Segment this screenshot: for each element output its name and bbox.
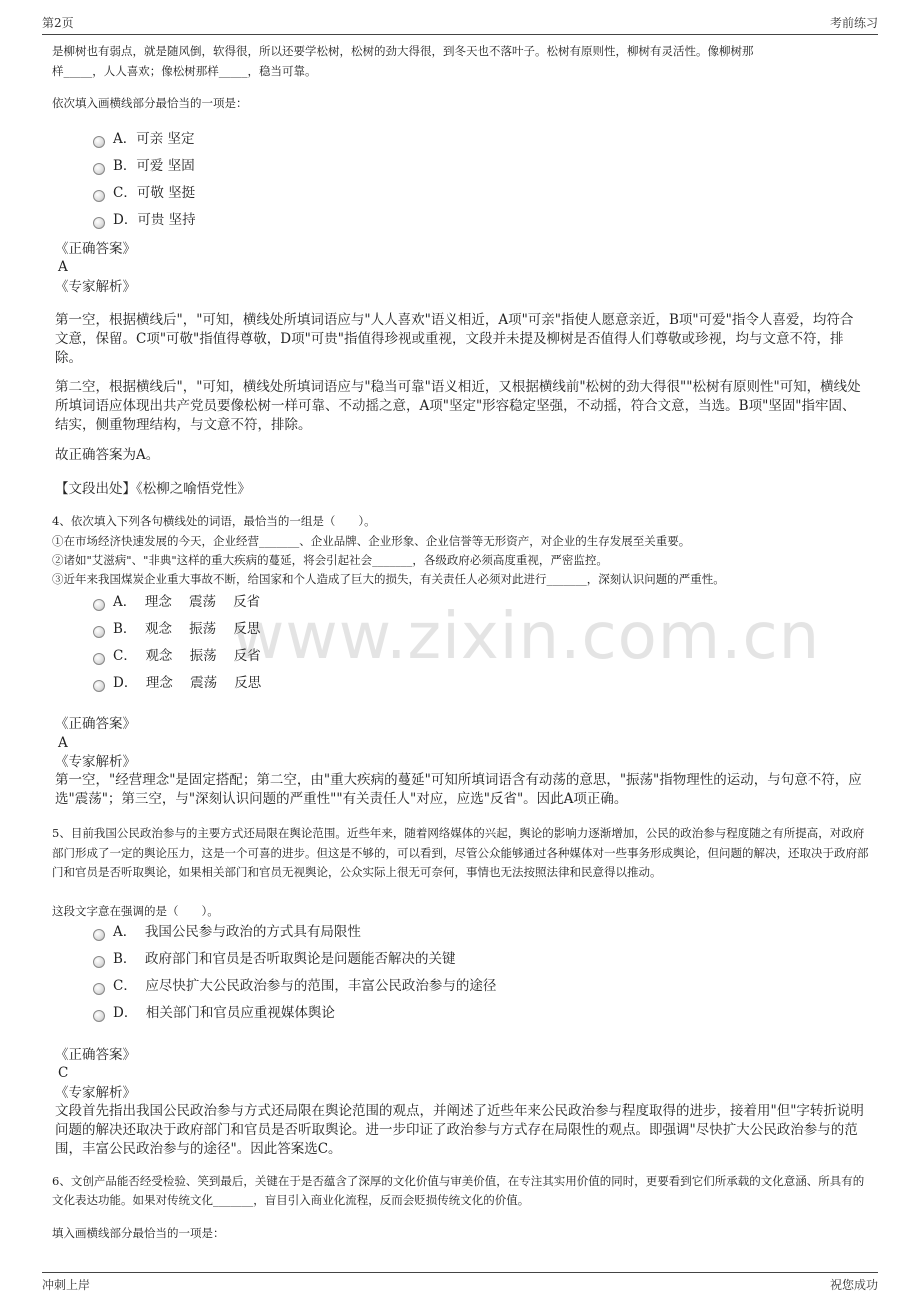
q5-option-d[interactable]: [93, 1004, 335, 1022]
page-number: 第2页: [42, 16, 74, 30]
q6-prompt: 填入画横线部分最恰当的一项是：: [52, 1226, 225, 1240]
q4-stem: 4、依次填入下列各句横线处的词语，最恰当的一组是（ ）。: [52, 514, 376, 528]
q5-analysis: 文段首先指出我国公民政治参与方式还局限在舆论范围的观点，并阐述了近些年来公民政治参与程度取得的进步，接着用"但"字转折说明问题的解决还取决于政府部门和官员是否听取舆论。进一步印证了政治参与方式存在局限性的观点。即强调"尽快扩大公民政治参与的范围，丰富公民政治参与的途径"。因此答案选C。: [55, 1103, 864, 1157]
q4-option-a[interactable]: [93, 593, 260, 611]
q4-option-c[interactable]: [93, 647, 261, 665]
page-header: [42, 14, 878, 35]
footer-right: 祝您成功: [829, 1278, 878, 1292]
radio-icon[interactable]: [93, 217, 105, 229]
q3-answer-label: 《正确答案》: [55, 241, 136, 257]
option-label: B． 观念 振荡 反思: [113, 621, 261, 637]
q4-sentence-2: ②诸如"艾滋病"、"非典"这样的重大疾病的蔓延，将会引起社会_______，各级政府必须高度重视，严密监控。: [52, 553, 608, 567]
q5-prompt: 这段文字意在强调的是（ ）。: [52, 904, 219, 918]
q3-option-b[interactable]: [93, 157, 195, 175]
option-label: C． 观念 振荡 反省: [113, 648, 261, 664]
footer-left: 冲刺上岸: [42, 1278, 91, 1292]
option-label: D． 相关部门和官员应重视媒体舆论: [113, 1005, 335, 1021]
q3-option-c[interactable]: [93, 184, 195, 202]
radio-icon[interactable]: [93, 626, 105, 638]
radio-icon[interactable]: [93, 653, 105, 665]
option-label: D．可贵 坚持: [113, 212, 196, 228]
q3-passage-line2: 样_____，人人喜欢；像松树那样_____，稳当可靠。: [52, 64, 317, 78]
option-label: A．可亲 坚定: [113, 131, 195, 147]
q3-analysis-p1: 第一空，根据横线后"，"可知，横线处所填词语应与"人人喜欢"语义相近，A项"可亲"指使人愿意亲近，B项"可爱"指令人喜爱，均符合文意，保留。C项"可敬"指值得尊敬，D项"可贵"指值得珍视或重视，文段并未提及柳树是否值得人们尊敬或珍视，均与文意不符，排除。: [55, 312, 854, 366]
option-label: B．可爱 坚固: [113, 158, 195, 174]
page-footer: [42, 1272, 878, 1293]
q4-analysis-label: 《专家解析》: [55, 754, 136, 770]
q4-answer: A: [58, 735, 68, 751]
watermark: www.zixin.com.cn: [232, 600, 821, 674]
radio-icon[interactable]: [93, 136, 105, 148]
radio-icon[interactable]: [93, 956, 105, 968]
option-label: C．可敬 坚挺: [113, 185, 196, 201]
radio-icon[interactable]: [93, 929, 105, 941]
q4-option-b[interactable]: [93, 620, 260, 638]
q5-option-a[interactable]: [93, 923, 361, 941]
q5-answer: C: [58, 1065, 69, 1081]
q5-analysis-label: 《专家解析》: [55, 1085, 136, 1101]
q3-option-a[interactable]: [93, 130, 195, 148]
q5-stem: 5、目前我国公民政治参与的主要方式还局限在舆论范围。近些年来，随着网络媒体的兴起，舆论的影响力逐渐增加，公民的政治参与程度随之有所提高，对政府部门形成了一定的舆论压力，这是一个可喜的进步。但这是不够的，可以看到，尽管公众能够通过各种媒体对一些事务形成舆论，但问题的解决，还取决于政府部门和官员是否听取舆论，如果相关部门和官员无视舆论，公众实际上很无可奈何，事情也无法按照法律和民意得以推动。: [52, 826, 869, 879]
q5-option-b[interactable]: [93, 950, 456, 968]
radio-icon[interactable]: [93, 190, 105, 202]
q3-source: 【文段出处】《松柳之喻悟党性》: [55, 481, 251, 497]
radio-icon[interactable]: [93, 599, 105, 611]
option-label: A． 理念 震荡 反省: [113, 594, 261, 610]
q3-option-d[interactable]: [93, 211, 196, 229]
option-label: D． 理念 震荡 反思: [113, 675, 262, 691]
q4-answer-label: 《正确答案》: [55, 716, 136, 732]
radio-icon[interactable]: [93, 680, 105, 692]
q4-sentence-1: ①在市场经济快速发展的今天，企业经营_______、企业品牌、企业形象、企业信誉等无形资产，对企业的生存发展至关重要。: [52, 534, 691, 548]
q5-option-c[interactable]: [93, 977, 496, 995]
q3-answer: A: [58, 259, 68, 275]
q4-option-d[interactable]: [93, 674, 261, 692]
q3-analysis-label: 《专家解析》: [55, 279, 136, 295]
radio-icon[interactable]: [93, 983, 105, 995]
option-label: C． 应尽快扩大公民政治参与的范围，丰富公民政治参与的途径: [113, 978, 497, 994]
q6-stem: 6、文创产品能否经受检验、笑到最后，关键在于是否蕴含了深厚的文化价值与审美价值，在专注其实用价值的同时，更要看到它们所承载的文化意涵、所具有的文化表达功能。如果对传统文化_______，盲目引入商业化流程，反而会贬损传统文化的价值。: [52, 1174, 865, 1207]
q3-analysis-p2: 第二空，根据横线后"，"可知，横线处所填词语应与"稳当可靠"语义相近，又根据横线前"松树的劲大得很""松树有原则性"可知，横线处所填词语应体现出共产党员要像松树一样可靠、不动摇之意，A项"坚定"形容稳定坚强，不动摇，符合文意，当选。B项"坚固"指牢固、结实，侧重物理结构，与文意不符，排除。: [55, 379, 861, 433]
option-label: B． 政府部门和官员是否听取舆论是问题能否解决的关键: [113, 951, 456, 967]
radio-icon[interactable]: [93, 1010, 105, 1022]
q5-answer-label: 《正确答案》: [55, 1047, 136, 1063]
radio-icon[interactable]: [93, 163, 105, 175]
q4-analysis: 第一空，"经营理念"是固定搭配；第二空，由"重大疾病的蔓延"可知所填词语含有动荡的意思，"振荡"指物理性的运动，与句意不符，应选"震荡"；第三空，与"深刻认识问题的严重性""有关责任人"对应，应选"反省"。因此A项正确。: [55, 772, 862, 807]
option-label: A． 我国公民参与政治的方式具有局限性: [113, 924, 361, 940]
q3-conclusion: 故正确答案为A。: [55, 447, 160, 463]
header-title: 考前练习: [829, 16, 878, 30]
q4-sentence-3: ③近年来我国煤炭企业重大事故不断，给国家和个人造成了巨大的损失，有关责任人必须对此进行_______，深刻认识问题的严重性。: [52, 572, 725, 586]
q3-prompt: 依次填入画横线部分最恰当的一项是：: [52, 96, 248, 110]
q3-passage-line1: 是柳树也有弱点，就是随风倒，软得很，所以还要学松树，松树的劲大得很，到冬天也不落叶子。松树有原则性，柳树有灵活性。像柳树那: [52, 44, 754, 58]
